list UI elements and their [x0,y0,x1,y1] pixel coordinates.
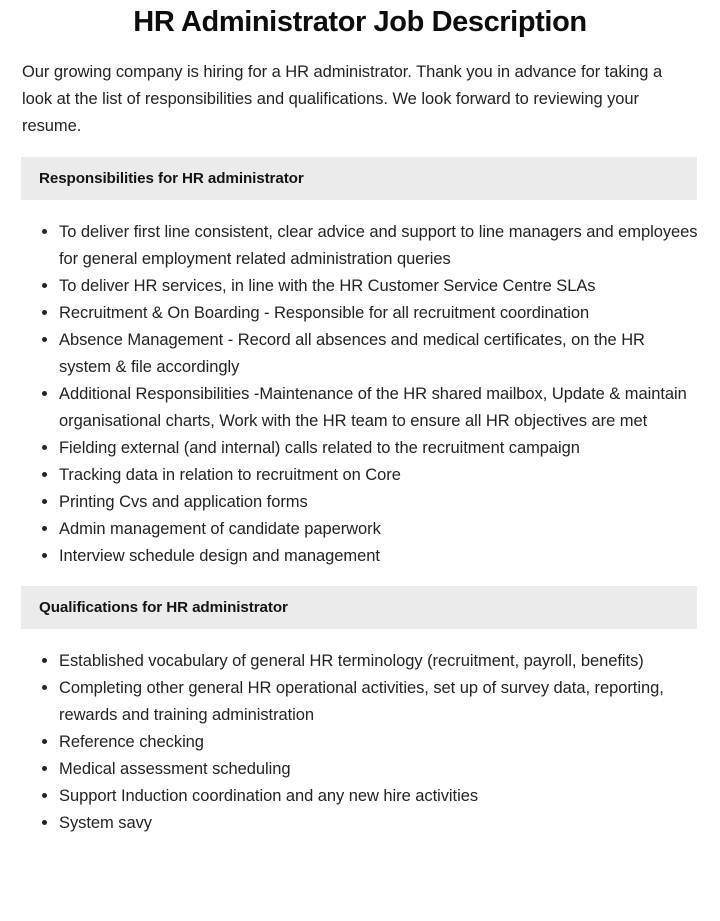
bullet-icon [42,391,47,396]
bullet-icon [42,658,47,663]
bullet-icon [42,766,47,771]
section-header-responsibilities-label: Responsibilities for HR administrator [39,169,304,187]
section-qualifications [0,586,720,837]
section-header-qualifications-label: Qualifications for HR administrator [39,598,288,616]
bullet-icon [42,793,47,798]
list-item [42,462,700,489]
bullet-icon [42,553,47,558]
bullet-icon [42,820,47,825]
list-item-text: Completing other general HR operational activities, set up of survey data, reporting, rewards and training administration [59,679,664,724]
list-item [42,516,700,543]
list-item-text: Additional Responsibilities -Maintenance of the HR shared mailbox, Update & maintain organisational charts, Work with the HR team to ensure all HR objectives are met [59,385,687,430]
bullet-icon [42,526,47,531]
bullet-icon [42,445,47,450]
bullet-icon [42,472,47,477]
list-item [42,273,700,300]
list-item [42,300,700,327]
list-item [42,648,700,675]
bullet-icon [42,283,47,288]
list-item-text: Interview schedule design and management [59,547,380,565]
list-item-text: Tracking data in relation to recruitment on Core [59,466,401,484]
section-header-responsibilities [21,157,697,200]
list-item [42,381,700,435]
list-item [42,756,700,783]
list-item [42,810,700,837]
list-item [42,675,700,729]
section-responsibilities [0,157,720,570]
list-item-text: Support Induction coordination and any new hire activities [59,787,479,805]
list-item-text: Reference checking [59,733,204,751]
bullet-icon [42,337,47,342]
list-item-text: To deliver HR services, in line with the HR Customer Service Centre SLAs [59,277,596,295]
list-item [42,435,700,462]
list-item [42,219,700,273]
page-title: HR Administrator Job Description [133,6,587,38]
list-item-text: Admin management of candidate paperwork [59,520,381,538]
bullet-icon [42,739,47,744]
bullet-icon [42,685,47,690]
list-item [42,543,700,570]
list-item [42,783,700,810]
intro-paragraph: Our growing company is hiring for a HR administrator. Thank you in advance for taking a look at the list of responsibilities and qualifications. We look forward to reviewing your resume. [22,63,663,135]
responsibilities-list [0,200,720,570]
list-item [42,489,700,516]
list-item-text: Fielding external (and internal) calls related to the recruitment campaign [59,439,580,457]
bullet-icon [42,229,47,234]
list-item-text: Absence Management - Record all absences and medical certificates, on the HR system & file accordingly [59,331,645,376]
list-item-text: To deliver first line consistent, clear advice and support to line managers and employees for general employment related administration queries [59,223,698,268]
bullet-icon [42,499,47,504]
list-item-text: Recruitment & On Boarding - Responsible for all recruitment coordination [59,304,590,322]
bullet-icon [42,310,47,315]
qualifications-list [0,629,720,837]
list-item-text: Medical assessment scheduling [59,760,291,778]
list-item-text: System savy [59,814,152,832]
list-item-text: Established vocabulary of general HR terminology (recruitment, payroll, benefits) [59,652,644,670]
list-item [42,327,700,381]
list-item-text: Printing Cvs and application forms [59,493,308,511]
section-header-qualifications [21,586,697,629]
list-item [42,729,700,756]
